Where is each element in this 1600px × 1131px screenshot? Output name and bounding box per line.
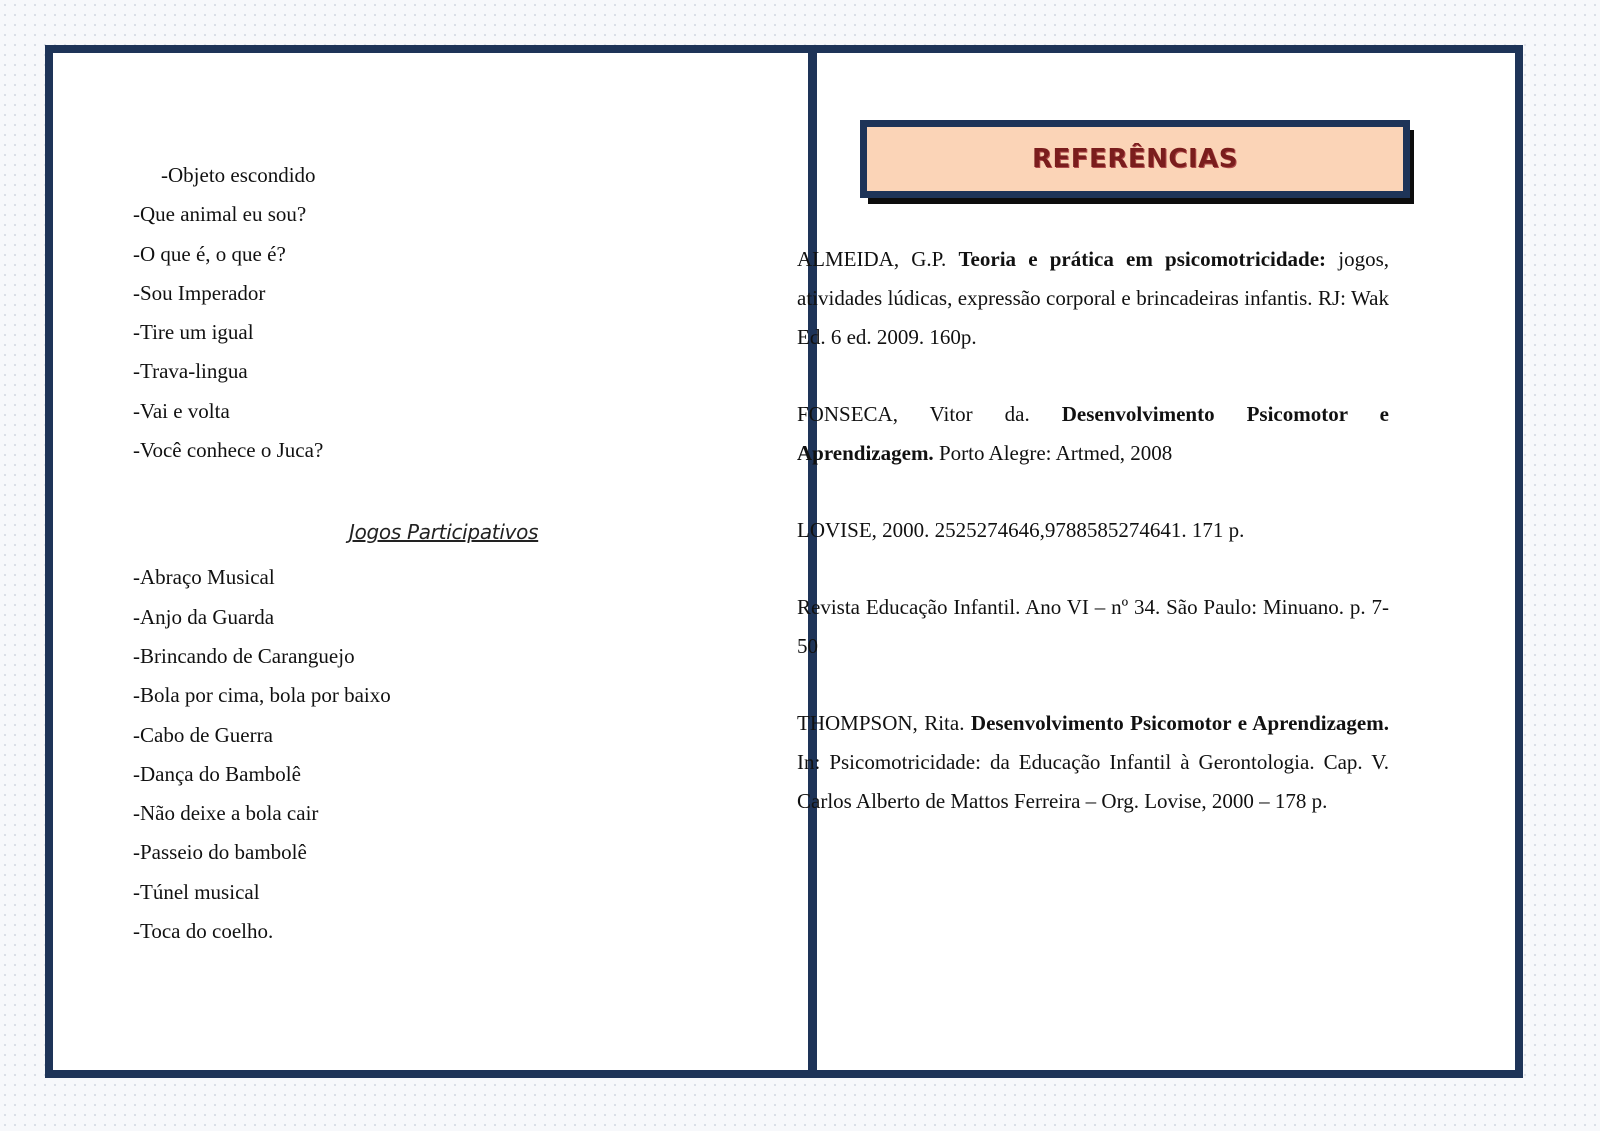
list-item: -Túnel musical xyxy=(133,879,260,904)
reference-item xyxy=(797,240,1389,357)
left-column xyxy=(133,156,773,951)
games-list-1 xyxy=(133,156,773,470)
reference-text: ALMEIDA, G.P. xyxy=(797,247,959,271)
section-title-jogos-participativos: Jogos Participativos xyxy=(349,520,539,545)
reference-text: Porto Alegre: Artmed, 2008 xyxy=(933,441,1173,465)
list-item: -Abraço Musical xyxy=(133,565,275,590)
reference-item xyxy=(797,511,1389,550)
list-item: -Que animal eu sou? xyxy=(133,202,307,227)
reference-item xyxy=(797,704,1389,821)
reference-title: Teoria e prática em psicomotricidade: xyxy=(958,247,1327,271)
references-list xyxy=(797,240,1389,859)
list-item: -O que é, o que é? xyxy=(133,241,286,266)
games-list-2 xyxy=(133,558,773,951)
list-item: -Vai e volta xyxy=(133,398,230,423)
list-item: -Sou Imperador xyxy=(133,280,266,305)
reference-text: THOMPSON, Rita. xyxy=(797,711,971,735)
reference-text: FONSECA, Vitor da. xyxy=(797,402,1062,426)
list-item: -Toca do coelho. xyxy=(133,919,274,944)
references-header xyxy=(860,120,1410,198)
list-item: -Dança do Bambolê xyxy=(133,761,301,786)
reference-text: In: Psicomotricidade: da Educação Infantil à Gerontologia. Cap. V. Carlos Alberto de Mattos Ferreira – Org. Lovise, 2000 – 178 p. xyxy=(797,750,1389,813)
list-item: -Passeio do bambolê xyxy=(133,840,307,865)
list-item: -Tire um igual xyxy=(133,320,254,345)
list-item: -Bola por cima, bola por baixo xyxy=(133,683,391,708)
list-item: -Objeto escondido xyxy=(161,163,316,187)
reference-item xyxy=(797,588,1389,666)
list-item: -Anjo da Guarda xyxy=(133,604,275,629)
reference-text: Revista Educação Infantil. Ano VI – nº 34. São Paulo: Minuano. p. 7-50 xyxy=(797,595,1389,658)
list-item: -Cabo de Guerra xyxy=(133,722,273,747)
reference-text: LOVISE, 2000. 2525274646,9788585274641. 171 p. xyxy=(797,518,1245,542)
references-title: REFERÊNCIAS xyxy=(1032,144,1238,174)
list-item: -Brincando de Caranguejo xyxy=(133,643,355,668)
reference-text: jogos, atividades lúdicas, expressão corporal e brincadeiras infantis. RJ: Wak Ed. 6 ed. 2009. 160p. xyxy=(797,247,1389,349)
reference-title: Desenvolvimento Psicomotor e Aprendizagem. xyxy=(797,402,1389,465)
reference-title: Desenvolvimento Psicomotor e Aprendizagem. xyxy=(970,711,1389,735)
reference-item xyxy=(797,395,1389,473)
list-item: -Não deixe a bola cair xyxy=(133,801,319,826)
list-item: -Trava-lingua xyxy=(133,359,248,384)
list-item: -Você conhece o Juca? xyxy=(133,438,324,463)
